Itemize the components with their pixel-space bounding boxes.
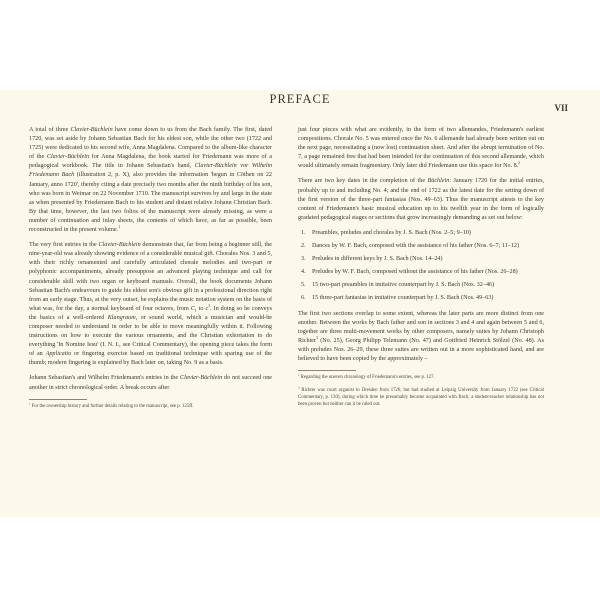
list-number: 2. [301,243,306,250]
left-footnotes [29,403,272,410]
right-footnotes [298,374,544,408]
list-item: 1. Preambles, preludes and chorales by J. S. Bach (Nos. 2–5; 9–10) [298,229,544,238]
list-item: 4. Preludes by W. F. Bach, composed without the assistance of his father (Nos. 26–28) [298,268,544,277]
footnote-divider [298,370,356,371]
footnote-mark: 2 [298,372,300,377]
list-number: 5. [301,282,306,289]
list-number: 4. [301,269,306,276]
list-item: 6. 15 three-part fantasias in imitative counterpart by J. S. Bach (Nos. 49–63) [298,294,544,303]
sections-list [298,229,544,304]
list-item: 3. Preludes in different keys by J. S. Bach (Nos. 14–24) [298,255,544,264]
right-paragraphs-before-list [298,126,544,223]
footnote: $^3$ Richter was court organist in Dresden from 1726, but had studied at Leipzig University from January 1722 (see Critical Commentary, p. 130), during which time he presumably became acquainted with Bach; a student-teacher relationship has not been proven but neither can it be ruled out. [298,385,544,408]
paragraph: A total of three Clavier-Büchlein have come down to us from the Bach family. The first, dated 1720, was set aside by Johann Sebastian Bach for his eldest son, while the other two (1722 and 1725) were dedicated to his second wife, Anna Magdalena. Compared to the album-like character of the Clavier-Büchlein for Anna Magdalena, the book started for Friedemann was more of a pedagogical workbook. The title in Johann Sebastian's hand, Clavier-Büchlein vor Wilhelm Friedemann Bach (illustration 2, p. X), also provides the information 'begun in Cöthen on 22 January, anno 1720', thereby citing a date precisely two months after the ninth birthday of his son, who was born in Weimar on 22 November 1710. The manuscript survives by and large in the state as when presented by Friedemann Bach to his student and distant relative Johann Christian Bach. By that time, however, the last two folios of the manuscript were already missing, as were a number of continuation and inlay sheets, the contents of which have, as far as possible, been reconstructed in the present volume.$^1$ [29,127,273,234]
paragraph: There are two key dates in the completion of the Büchlein: January 1720 for the initial entries, probably up to and including No. 4; and the end of 1722 as the latest date for the setting down of the first version of the three-part fantasias (Nos. 49–63). Thus the manuscript attests to the key content of Friedemann's basic musical education up to his twelfth year in the form of logically gradated pedagogical stages or sections that grow increasingly demanding as set out below: [298,178,545,221]
right-paragraphs-after-list [298,310,544,365]
footnote-divider [29,399,87,400]
left-column [29,126,272,416]
page-number: VII [554,103,568,113]
footnote: $^1$ For the ownership history and further details relating to the manuscript, see p. 125ff. [29,401,194,409]
footnote-mark: 3 [298,385,300,390]
page-title: PREFACE [269,92,331,106]
paragraph: Johann Sebastian's and Wilhelm Friedemann's entries in the Clavier-Büchlein do not succeed one another in strict chronological order. A break occurs after [29,375,272,391]
list-number: 6. [301,295,306,302]
left-paragraphs [29,126,272,393]
list-number: 1. [301,229,306,236]
paragraph: The very first entries in the Clavier-Büchlein demonstrate that, far from being a beginner still, the nine-year-old was already showing evidence of a considerable musical gift. Chorales Nos. 3 and 5, with their richly ornamented and carefully articulated chorale melodies and two-part or polyphonic accompaniments, already presuppose an advanced playing technique and call for considerable skill with two organ or keyboard manuals. Overall, the book documents Johann Sebastian Bach's endeavours to guide his eldest son's obvious gift in a professional direction right from an early stage. Thus, at the very outset, he explains the music notation system on the basis of what was, for the day, a normal keyboard of four octaves, from $C_1$ to $c^3$. In doing so he conveys the basics of a well-ordered Klangraum, or sound world, which a musician and would-be composer needed to understand in order to be able to move meaningfully within it. Following instructions on how to execute the various ornaments, and the Christian exhortation to do everything 'In Nomine Iesu' (I. N. I., see Critical Commentary), the opening piece takes the form of an Applicatio or fingering exercise based on traditional technique with sparing use of the thumb; modern fingering is explained by Bach later on, taking No. 9 as a basis. [29,242,273,367]
list-number: 3. [301,256,306,263]
paragraph: just four pieces with what are evidently, in the form of two allemandes, Friedemann's earliest compositions. Chorale No. 5 was entered once the No. 6 allemande had already been written out on the next page, necessitating a (now lost) continuation sheet. And after the abrupt termination of No. 7, a page remained free that had been intended for the continuation of this second allemande, which would ultimately remain fragmentary. Only later did Friedemann use this space for No. 8.$^2$ [298,127,544,170]
list-item: 5. 15 two-part preambles in imitative counterpart by J. S. Bach (Nos. 32–46) [298,281,544,290]
paragraph: The first two sections overlap to some extent, whereas the later parts are more distinct from one another. Between the works by Bach father and son in sections 3 and 4 and again between 5 and 6, together are three multi-movement works by other composers, namely suites by Johann Christoph Richter$^3$ (No. 25), Georg Philipp Telemann (No. 47) and Gottfried Heinrich Stölzel (No. 48). As with preludes Nos. 26–29, these three suites are written out in a more sophisticated hand, and are believed to have been copied by the approximately – [298,310,544,362]
list-item: 2. Dances by W. F. Bach, composed with the assistance of his father (Nos. 6–7; 11–12) [298,242,544,251]
right-column [298,126,544,414]
footnote: $^2$ Regarding the uneven chronology of Friedemann's entries, see p. 127. [298,372,435,381]
footnote-mark: 1 [29,401,31,406]
